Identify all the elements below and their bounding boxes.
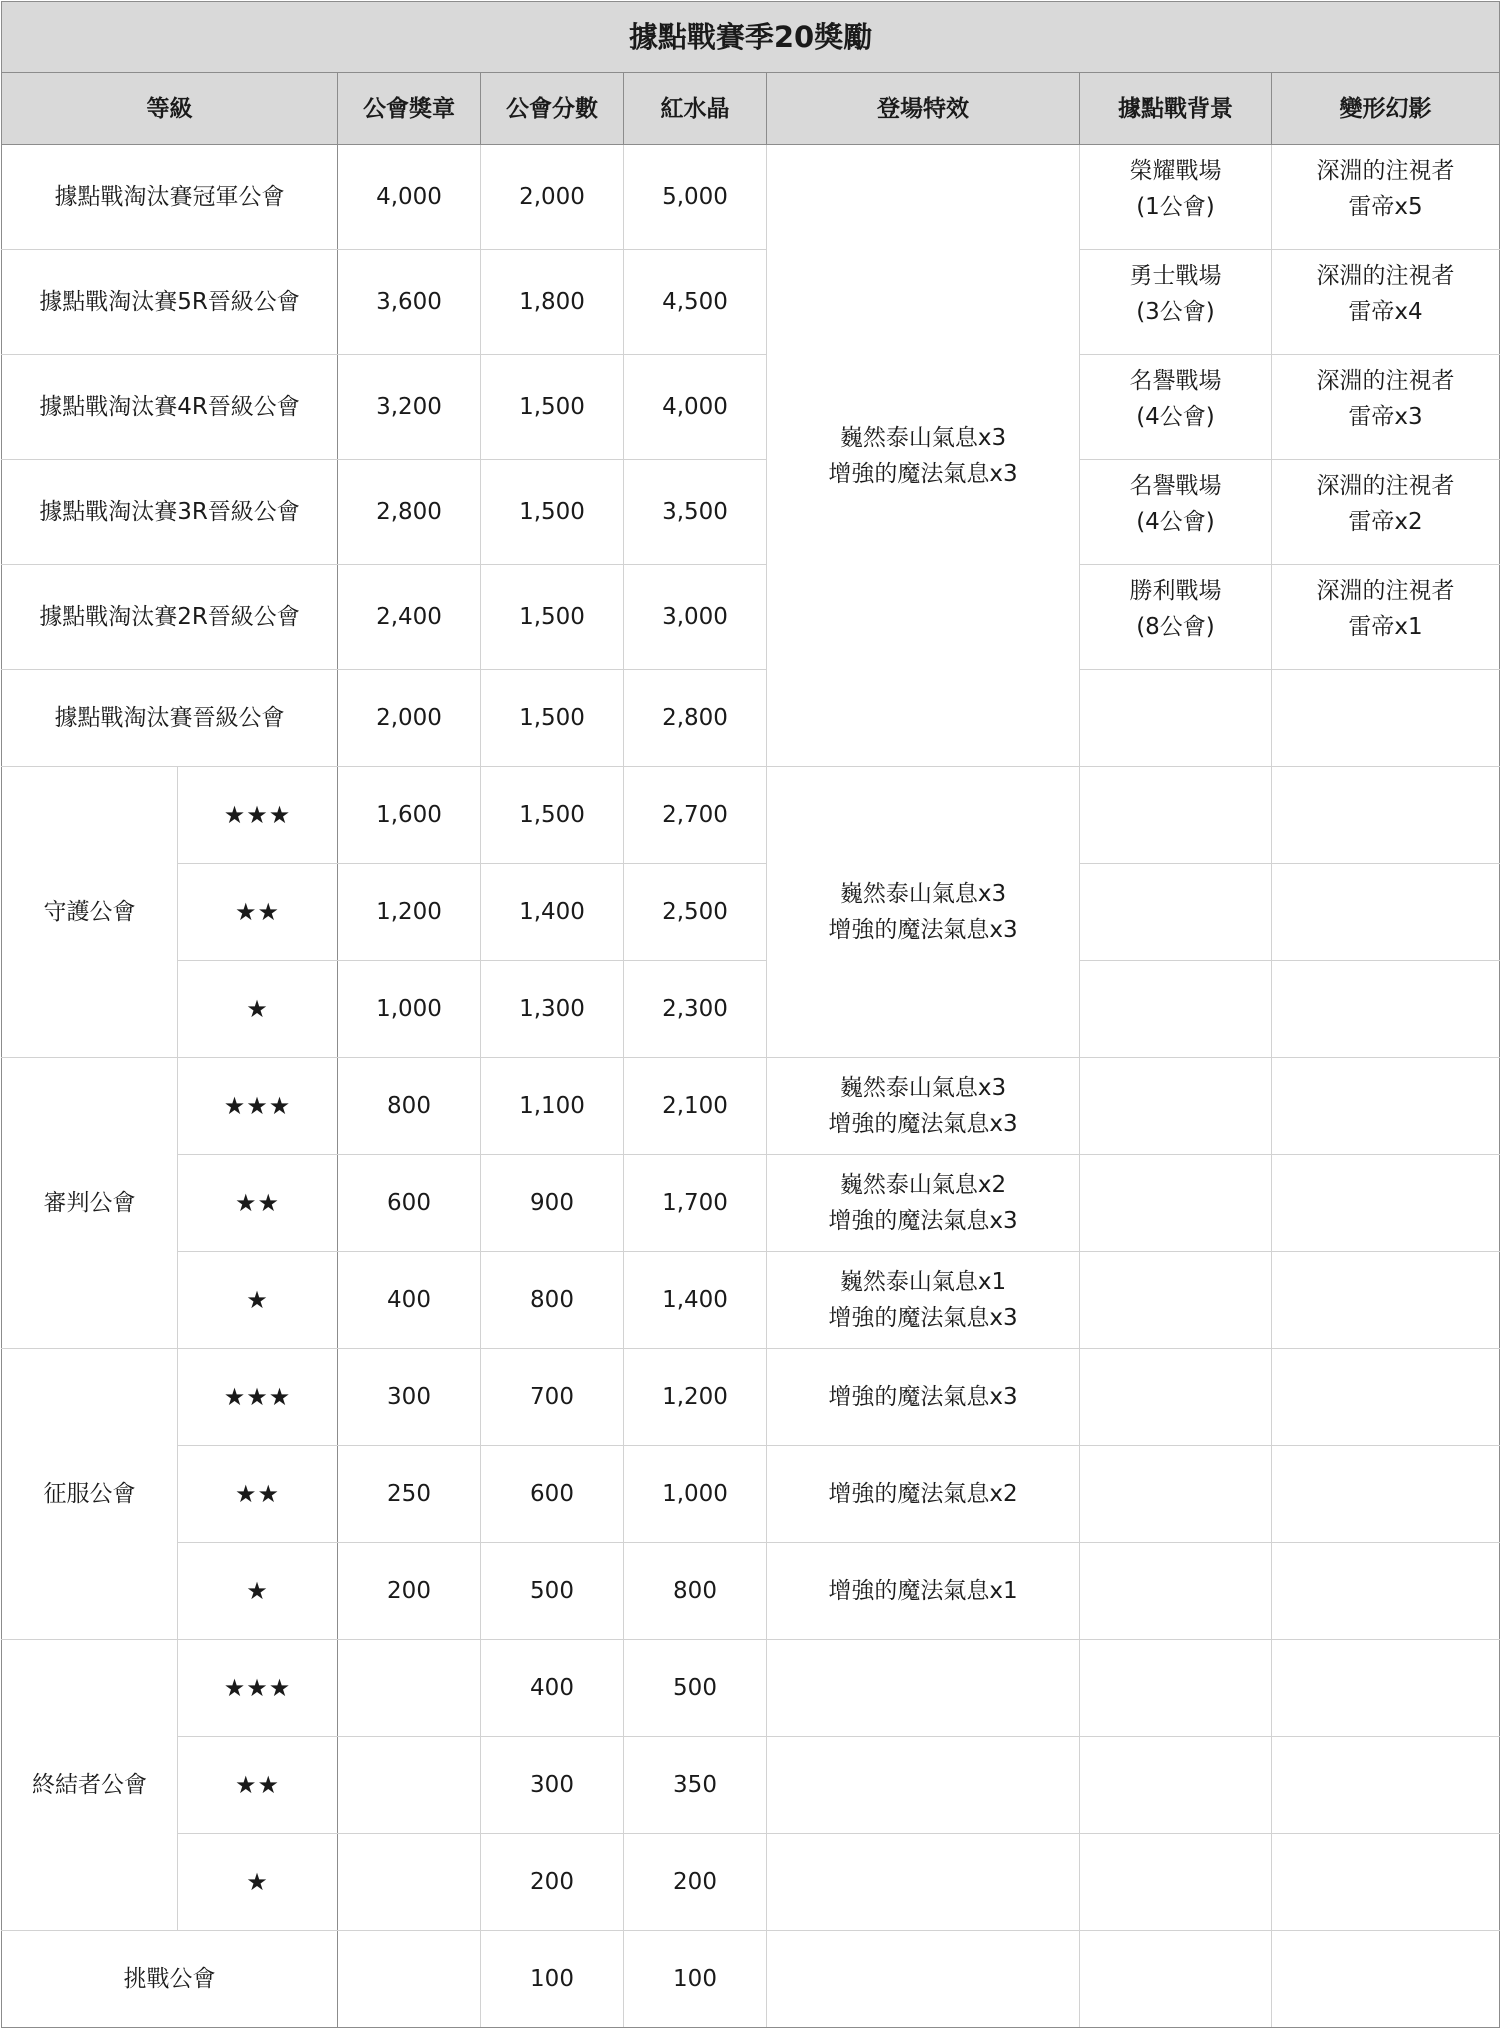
guild-score-value: 2,000	[481, 145, 624, 250]
table-row	[2, 1058, 1500, 1155]
header-guild-medal: 公會獎章	[338, 73, 481, 145]
table-row	[2, 1446, 1500, 1543]
transform-phantom-value	[1272, 1737, 1500, 1834]
table-row	[2, 145, 1500, 250]
stronghold-background-value	[1080, 1349, 1272, 1446]
entrance-effect-value	[767, 1931, 1080, 2028]
star-rating: ★★★	[178, 767, 338, 864]
entrance-effect-value: 巍然泰山氣息x3 增強的魔法氣息x3	[767, 1058, 1080, 1155]
stronghold-background-value	[1080, 1737, 1272, 1834]
transform-phantom-value	[1272, 1058, 1500, 1155]
guild-medal-value	[338, 1834, 481, 1931]
rank-label: 據點戰淘汰賽2R晉級公會	[2, 565, 338, 670]
transform-phantom-value	[1272, 1834, 1500, 1931]
entrance-effect-value: 增強的魔法氣息x3	[767, 1349, 1080, 1446]
guild-medal-value	[338, 1640, 481, 1737]
red-crystal-value: 1,700	[624, 1155, 767, 1252]
star-rating: ★	[178, 1543, 338, 1640]
guild-medal-value: 200	[338, 1543, 481, 1640]
entrance-effect-value: 巍然泰山氣息x1 增強的魔法氣息x3	[767, 1252, 1080, 1349]
guild-medal-value: 1,200	[338, 864, 481, 961]
transform-phantom-value: 深淵的注視者 雷帝x1	[1272, 565, 1500, 670]
stronghold-background-value: 勇士戰場 (3公會)	[1080, 250, 1272, 355]
transform-phantom-value: 深淵的注視者 雷帝x3	[1272, 355, 1500, 460]
red-crystal-value: 800	[624, 1543, 767, 1640]
transform-phantom-value	[1272, 1640, 1500, 1737]
red-crystal-value: 2,300	[624, 961, 767, 1058]
header-red-crystal: 紅水晶	[624, 73, 767, 145]
guild-score-value: 1,500	[481, 767, 624, 864]
table-row	[2, 961, 1500, 1058]
table-row	[2, 1155, 1500, 1252]
red-crystal-value: 1,400	[624, 1252, 767, 1349]
stronghold-background-value	[1080, 1155, 1272, 1252]
guild-group-label: 征服公會	[2, 1349, 178, 1640]
red-crystal-value: 5,000	[624, 145, 767, 250]
transform-phantom-value	[1272, 1252, 1500, 1349]
header-guild-score: 公會分數	[481, 73, 624, 145]
table-row	[2, 767, 1500, 864]
guild-score-value: 1,300	[481, 961, 624, 1058]
transform-phantom-value: 深淵的注視者 雷帝x2	[1272, 460, 1500, 565]
stronghold-background-value	[1080, 670, 1272, 767]
transform-phantom-value	[1272, 767, 1500, 864]
guild-score-value: 400	[481, 1640, 624, 1737]
table-row	[2, 460, 1500, 565]
guild-score-value: 1,100	[481, 1058, 624, 1155]
red-crystal-value: 2,100	[624, 1058, 767, 1155]
guild-score-value: 1,500	[481, 565, 624, 670]
star-rating: ★	[178, 1834, 338, 1931]
stronghold-background-value	[1080, 1252, 1272, 1349]
stronghold-background-value	[1080, 1543, 1272, 1640]
guild-score-value: 1,500	[481, 355, 624, 460]
table-row	[2, 1737, 1500, 1834]
red-crystal-value: 3,000	[624, 565, 767, 670]
guild-medal-value: 400	[338, 1252, 481, 1349]
guild-score-value: 900	[481, 1155, 624, 1252]
header-stronghold-background: 據點戰背景	[1080, 73, 1272, 145]
guild-medal-value: 4,000	[338, 145, 481, 250]
transform-phantom-value: 深淵的注視者 雷帝x4	[1272, 250, 1500, 355]
red-crystal-value: 350	[624, 1737, 767, 1834]
guild-medal-value	[338, 1737, 481, 1834]
table-row	[2, 1640, 1500, 1737]
entrance-effect-value	[767, 1737, 1080, 1834]
guild-score-value: 1,400	[481, 864, 624, 961]
stronghold-background-value	[1080, 1058, 1272, 1155]
transform-phantom-value	[1272, 1931, 1500, 2028]
stronghold-background-value: 勝利戰場 (8公會)	[1080, 565, 1272, 670]
guild-group-label: 終結者公會	[2, 1640, 178, 1931]
header-transform-phantom: 變形幻影	[1272, 73, 1500, 145]
red-crystal-value: 500	[624, 1640, 767, 1737]
table-row	[2, 1543, 1500, 1640]
star-rating: ★★	[178, 864, 338, 961]
header-rank: 等級	[2, 73, 338, 145]
stronghold-background-value: 名譽戰場 (4公會)	[1080, 355, 1272, 460]
table-row	[2, 565, 1500, 670]
red-crystal-value: 1,000	[624, 1446, 767, 1543]
star-rating: ★★★	[178, 1058, 338, 1155]
guild-medal-value: 1,000	[338, 961, 481, 1058]
transform-phantom-value	[1272, 1446, 1500, 1543]
table-row	[2, 1252, 1500, 1349]
table-row	[2, 250, 1500, 355]
season-reward-table	[1, 1, 1500, 2028]
guild-medal-value: 300	[338, 1349, 481, 1446]
header-entrance-effect: 登場特效	[767, 73, 1080, 145]
table-row	[2, 1834, 1500, 1931]
stronghold-background-value	[1080, 1834, 1272, 1931]
guild-medal-value: 600	[338, 1155, 481, 1252]
guild-score-value: 300	[481, 1737, 624, 1834]
red-crystal-value: 1,200	[624, 1349, 767, 1446]
star-rating: ★	[178, 1252, 338, 1349]
guild-score-value: 1,800	[481, 250, 624, 355]
stronghold-background-value	[1080, 1640, 1272, 1737]
red-crystal-value: 2,500	[624, 864, 767, 961]
guild-score-value: 100	[481, 1931, 624, 2028]
table-title: 據點戰賽季20獎勵	[2, 2, 1500, 73]
transform-phantom-value: 深淵的注視者 雷帝x5	[1272, 145, 1500, 250]
rank-label: 據點戰淘汰賽冠軍公會	[2, 145, 338, 250]
stronghold-background-value: 名譽戰場 (4公會)	[1080, 460, 1272, 565]
rank-label: 據點戰淘汰賽晉級公會	[2, 670, 338, 767]
star-rating: ★★	[178, 1737, 338, 1834]
entrance-effect-value: 巍然泰山氣息x2 增強的魔法氣息x3	[767, 1155, 1080, 1252]
guild-score-value: 200	[481, 1834, 624, 1931]
guild-medal-value: 1,600	[338, 767, 481, 864]
table-row	[2, 355, 1500, 460]
rank-label: 據點戰淘汰賽4R晉級公會	[2, 355, 338, 460]
guild-score-value: 1,500	[481, 670, 624, 767]
red-crystal-value: 100	[624, 1931, 767, 2028]
entrance-effect-value	[767, 1640, 1080, 1737]
transform-phantom-value	[1272, 1349, 1500, 1446]
guild-medal-value: 2,400	[338, 565, 481, 670]
transform-phantom-value	[1272, 670, 1500, 767]
guild-score-value: 500	[481, 1543, 624, 1640]
transform-phantom-value	[1272, 1543, 1500, 1640]
guild-score-value: 1,500	[481, 460, 624, 565]
guild-score-value: 800	[481, 1252, 624, 1349]
red-crystal-value: 4,500	[624, 250, 767, 355]
stronghold-background-value	[1080, 1931, 1272, 2028]
entrance-effect-value: 巍然泰山氣息x3 增強的魔法氣息x3	[767, 767, 1080, 1058]
transform-phantom-value	[1272, 1155, 1500, 1252]
star-rating: ★★	[178, 1155, 338, 1252]
stronghold-background-value	[1080, 864, 1272, 961]
stronghold-background-value	[1080, 1446, 1272, 1543]
red-crystal-value: 3,500	[624, 460, 767, 565]
guild-score-value: 600	[481, 1446, 624, 1543]
guild-score-value: 700	[481, 1349, 624, 1446]
star-rating: ★★	[178, 1446, 338, 1543]
entrance-effect-value: 增強的魔法氣息x1	[767, 1543, 1080, 1640]
star-rating: ★★★	[178, 1640, 338, 1737]
stronghold-background-value: 榮耀戰場 (1公會)	[1080, 145, 1272, 250]
guild-medal-value	[338, 1931, 481, 2028]
red-crystal-value: 2,700	[624, 767, 767, 864]
guild-medal-value: 3,200	[338, 355, 481, 460]
entrance-effect-value: 增強的魔法氣息x2	[767, 1446, 1080, 1543]
star-rating: ★	[178, 961, 338, 1058]
rank-label: 據點戰淘汰賽5R晉級公會	[2, 250, 338, 355]
stronghold-background-value	[1080, 767, 1272, 864]
rank-label: 挑戰公會	[2, 1931, 338, 2028]
guild-medal-value: 2,000	[338, 670, 481, 767]
rank-label: 據點戰淘汰賽3R晉級公會	[2, 460, 338, 565]
guild-medal-value: 3,600	[338, 250, 481, 355]
entrance-effect-value: 巍然泰山氣息x3 增強的魔法氣息x3	[767, 145, 1080, 767]
table-row	[2, 670, 1500, 767]
guild-medal-value: 250	[338, 1446, 481, 1543]
transform-phantom-value	[1272, 961, 1500, 1058]
table-row	[2, 1931, 1500, 2028]
entrance-effect-value	[767, 1834, 1080, 1931]
red-crystal-value: 4,000	[624, 355, 767, 460]
red-crystal-value: 200	[624, 1834, 767, 1931]
table-row	[2, 864, 1500, 961]
red-crystal-value: 2,800	[624, 670, 767, 767]
guild-group-label: 守護公會	[2, 767, 178, 1058]
transform-phantom-value	[1272, 864, 1500, 961]
stronghold-background-value	[1080, 961, 1272, 1058]
guild-medal-value: 800	[338, 1058, 481, 1155]
table-row	[2, 1349, 1500, 1446]
star-rating: ★★★	[178, 1349, 338, 1446]
guild-medal-value: 2,800	[338, 460, 481, 565]
guild-group-label: 審判公會	[2, 1058, 178, 1349]
